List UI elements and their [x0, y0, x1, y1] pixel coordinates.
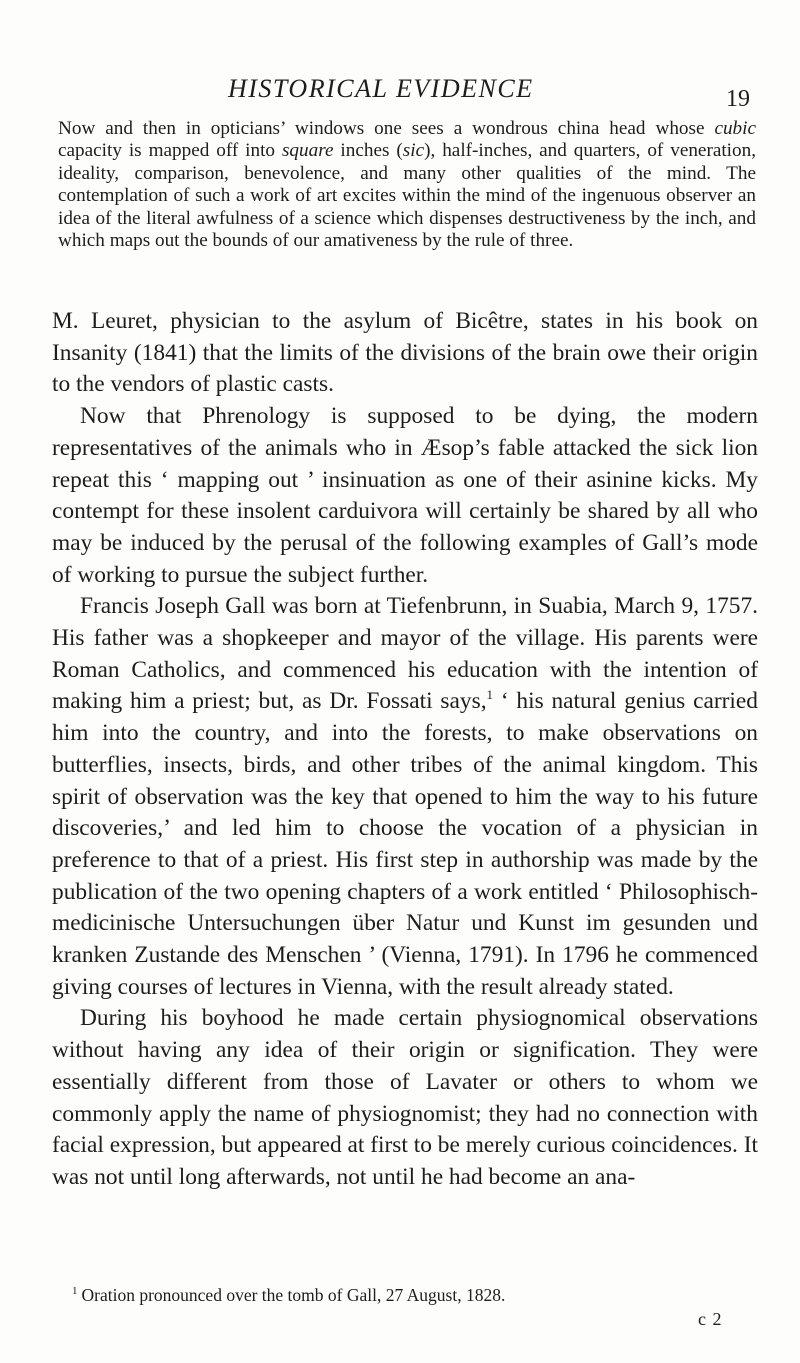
quote-text-3: inches (: [333, 140, 403, 162]
paragraph-phrenology: Now that Phrenology is supposed to be dying, the modern representatives of the animals who in Æsop’s fable attacked the sick lion repeat this ‘ mapping out ’ insinuation as one of their asinine kicks. My contempt for these insolent carduivora will certainly be shared by all who may be induced by the perusal of the following examples of Gall’s mode of working to pursue the subject further.: [52, 403, 758, 588]
quote-text-1: Now and then in opticians’ windows one sees a wondrous china head whose: [58, 118, 715, 139]
footnote-mark: 1: [72, 1285, 78, 1298]
signature-mark: c 2: [698, 1309, 723, 1329]
quoted-passage: [58, 118, 756, 252]
footnote-reference: 1: [486, 687, 494, 703]
footnote: [72, 1284, 752, 1306]
paragraph-boyhood: During his boyhood he made certain physiognomical observations without having any idea of their origin or signification. They were essentially different from those of Lavater or others to whom we commonly apply the name of physiognomist; they had no connection with facial expression, but appeared at first to be merely curious coincidences. It was not until long afterwards, not until he had become an ana-: [52, 1005, 758, 1190]
quote-emphasis-square: square: [281, 140, 334, 162]
page-number: 19: [726, 86, 750, 112]
body-text: [52, 306, 758, 1194]
gall-text-1: Francis Joseph Gall was born at Tiefenbrunn, in Suabia, March 9, 1757. His father was a shopkeeper and mayor of the village. His parents were Roman Catholics, and commenced his education with the intention of making him a priest; but, as Dr. Fossati says,: [52, 593, 758, 715]
footnote-text: Oration pronounced over the tomb of Gall, 27 August, 1828.: [81, 1285, 506, 1305]
paragraph-gall-biography: [52, 591, 758, 1003]
quote-text-2: capacity is mapped off into: [58, 140, 282, 162]
quote-emphasis-cubic: cubic: [714, 118, 756, 139]
quote-text-4: ), half-inches, and quarters, of veneration, ideality, comparison, benevolence, and many other qualities of the mind. The contemplation of such a work of art excites within the mind of the ingenuous observer an idea of the literal awfulness of a science which dispenses destructiveness by the inch, and which maps out the bounds of our amativeness by the rule of three.: [58, 140, 756, 252]
running-head: HISTORICAL EVIDENCE: [228, 74, 534, 103]
gall-text-2: ‘ his natural genius carried him into the country, and into the forests, to make observations on butterflies, insects, birds, and other tribes of the animal kingdom. This spirit of observation was the key that opened to him the way to his future discoveries,’ and led him to choose the vocation of a physician in preference to that of a priest. His first step in authorship was made by the publication of the two opening chapters of a work entitled ‘ Philosophisch-medicinische Untersuchungen über Natur und Kunst im gesunden und kranken Zustande des Menschen ’ (Vienna, 1791). In 1796 he commenced giving courses of lectures in Vienna, with the result already stated.: [52, 688, 758, 1000]
quote-emphasis-sic: sic: [402, 140, 425, 162]
paragraph-leuret: M. Leuret, physician to the asylum of Bicêtre, states in his book on Insanity (1841) that the limits of the divisions of the brain owe their origin to the vendors of plastic casts.: [52, 308, 758, 398]
